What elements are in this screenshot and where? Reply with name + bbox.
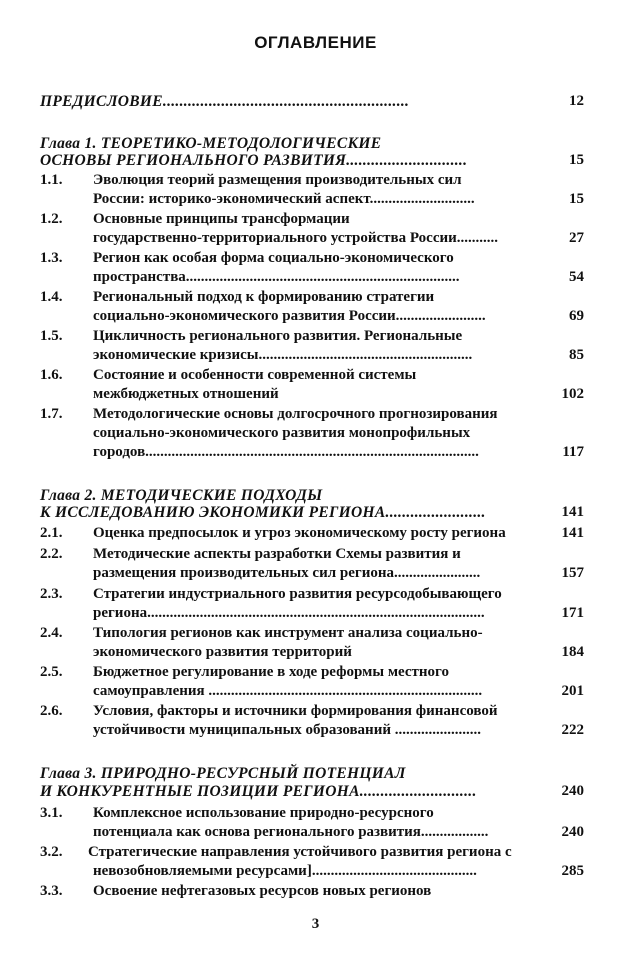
toc-item-page: 15 (569, 191, 584, 207)
chapter3-page: 240 (561, 783, 584, 799)
toc-item-page: 102 (561, 386, 584, 402)
toc-item-page: 27 (569, 230, 584, 246)
toc-item-text: городов......................................................................................... (93, 444, 479, 460)
toc-item-text: размещения производительных сил региона....................... (93, 565, 481, 581)
toc-item-number: 2.6. (40, 703, 63, 719)
toc-item-number: 1.6. (40, 367, 63, 383)
toc-item-page: 157 (561, 565, 584, 581)
toc-item-text: устойчивости муниципальных образований ....................... (93, 722, 481, 738)
toc-item-number: 2.5. (40, 664, 63, 680)
toc-item-text: Стратегические направления устойчивого развития региона с (88, 844, 512, 860)
toc-item-number: 2.3. (40, 586, 63, 602)
toc-item-page: 184 (561, 644, 584, 660)
toc-item-text: межбюджетных отношений (93, 386, 279, 402)
toc-item-text: самоуправления ......................................................................... (93, 683, 483, 699)
toc-item-text: Цикличность регионального развития. Региональные (93, 328, 463, 344)
toc-item-text: Основные принципы трансформации (93, 211, 350, 227)
toc-item-number: 3.2. (40, 844, 63, 860)
toc-item-text: региона.......................................................................................... (93, 605, 485, 621)
toc-item-page: 201 (561, 683, 584, 699)
toc-item-page: 141 (561, 525, 584, 541)
toc-item-text: пространства......................................................................... (93, 269, 460, 285)
toc-item-text: социально-экономического развития России........................ (93, 308, 486, 324)
toc-item-page: 171 (561, 605, 584, 621)
toc-item-text: потенциала как основа регионального развития.................. (93, 824, 489, 840)
toc-item-page: 54 (569, 269, 584, 285)
toc-item-number: 1.1. (40, 172, 63, 188)
chapter1-page: 15 (569, 152, 584, 168)
toc-item-text: Типология регионов как инструмент анализа социально- (93, 625, 483, 641)
toc-item-text: Региональный подход к формированию стратегии (93, 289, 435, 305)
chapter2-title-line1: Глава 2. МЕТОДИЧЕСКИЕ ПОДХОДЫ (40, 487, 323, 504)
toc-item-text: России: историко-экономический аспект............................ (93, 191, 475, 207)
toc-item-number: 2.1. (40, 525, 63, 541)
toc-item-page: 117 (562, 444, 584, 460)
toc-item-text: Оценка предпосылок и угроз экономическому росту региона (93, 525, 506, 541)
chapter1-title-line1: Глава 1. ТЕОРЕТИКО-МЕТОДОЛОГИЧЕСКИЕ (40, 135, 382, 152)
toc-item-text: Методические аспекты разработки Схемы развития и (93, 546, 461, 562)
chapter2-page: 141 (561, 504, 584, 520)
toc-item-text: государственно-территориального устройства России........... (93, 230, 499, 246)
toc-item-text: Условия, факторы и источники формирования финансовой (93, 703, 498, 719)
toc-item-number: 3.3. (40, 883, 63, 899)
toc-item-page: 240 (561, 824, 584, 840)
toc-item-text: экономические кризисы......................................................... (93, 347, 473, 363)
toc-item-number: 2.2. (40, 546, 63, 562)
toc-item-number: 1.4. (40, 289, 63, 305)
toc-item-text: Комплексное использование природно-ресурсного (93, 805, 434, 821)
chapter2-title-line2: К ИССЛЕДОВАНИЮ ЭКОНОМИКИ РЕГИОНА........................ (40, 504, 486, 521)
toc-item-text: Эволюция теорий размещения производительных сил (93, 172, 462, 188)
toc-item-number: 1.2. (40, 211, 63, 227)
toc-item-text: Бюджетное регулирование в ходе реформы местного (93, 664, 449, 680)
toc-item-text: экономического развития территорий (93, 644, 352, 660)
toc-item-number: 1.5. (40, 328, 63, 344)
toc-item-page: 85 (569, 347, 584, 363)
toc-item-text: Методологические основы долгосрочного прогнозирования (93, 406, 498, 422)
chapter1-title-line2: ОСНОВЫ РЕГИОНАЛЬНОГО РАЗВИТИЯ............................. (40, 152, 468, 169)
toc-item-text: Освоение нефтегазовых ресурсов новых регионов (93, 883, 432, 899)
chapter3-title-line1: Глава 3. ПРИРОДНО-РЕСУРСНЫЙ ПОТЕНЦИАЛ (40, 765, 406, 782)
toc-item-number: 1.3. (40, 250, 63, 266)
toc-item-number: 1.7. (40, 406, 63, 422)
chapter3-title-line2: И КОНКУРЕНТНЫЕ ПОЗИЦИИ РЕГИОНА............................ (40, 783, 477, 800)
toc-item-number: 3.1. (40, 805, 63, 821)
toc-preface-label: ПРЕДИСЛОВИЕ........................................................... (40, 93, 410, 110)
page-number: 3 (311, 916, 320, 932)
toc-item-text: Стратегии индустриального развития ресурсодобывающего (93, 586, 502, 602)
toc-item-text: Регион как особая форма социально-экономического (93, 250, 454, 266)
toc-item-text: невозобновляемыми ресурсами]............................................ (93, 863, 477, 879)
toc-item-number: 2.4. (40, 625, 63, 641)
toc-item-page: 285 (561, 863, 584, 879)
toc-item-text: Состояние и особенности современной системы (93, 367, 417, 383)
toc-item-page: 69 (569, 308, 584, 324)
toc-item-text: социально-экономического развития монопрофильных (93, 425, 471, 441)
toc-item-page: 222 (561, 722, 584, 738)
page-title: ОГЛАВЛЕНИЕ (254, 33, 377, 52)
toc-preface-page: 12 (569, 93, 584, 109)
